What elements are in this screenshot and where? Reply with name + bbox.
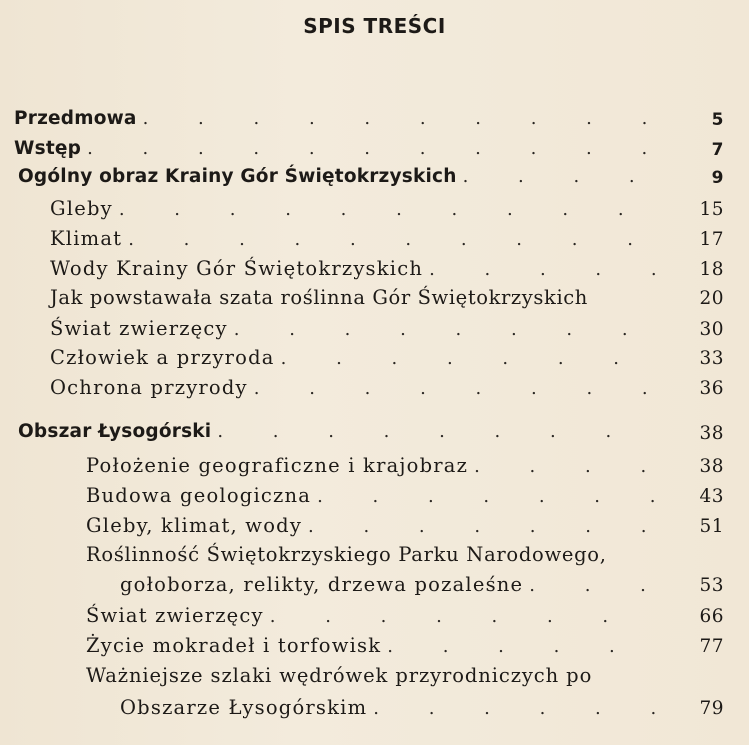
toc-entry [50, 346, 659, 376]
toc-entry [18, 421, 659, 451]
toc-entry-page: 17 [699, 229, 724, 250]
toc-entry-page: 30 [699, 319, 724, 340]
toc-entry-page: 79 [699, 698, 724, 719]
toc-entry-title: Ważniejsze szlaki wędrówek przyrodniczych po [86, 664, 593, 687]
dot-leader [474, 456, 659, 477]
toc-entry [120, 573, 659, 603]
toc-entry-page: 53 [699, 575, 724, 596]
toc-entry-title: Gleby [50, 197, 113, 220]
dot-leader [270, 606, 659, 627]
toc-entry-title: Położenie geograficzne i krajobraz [86, 454, 469, 477]
toc-entry-page: 38 [699, 456, 724, 477]
toc-entry-title: Życie mokradeł i torfowisk [86, 634, 382, 657]
toc-entry-title: Klimat [50, 227, 123, 250]
toc-entry-page: 33 [699, 348, 724, 369]
toc-entry-title: Obszarze Łysogórskim [120, 696, 368, 719]
toc-entry [50, 227, 659, 257]
toc-entry [50, 197, 659, 227]
toc-entry [86, 604, 659, 634]
toc-entry-title: Ochrona przyrody [50, 376, 248, 399]
toc-entry [18, 166, 659, 196]
toc-entry [86, 514, 659, 544]
toc-entry-page: 66 [699, 606, 724, 627]
dot-leader [119, 199, 659, 220]
toc-entry [14, 108, 659, 138]
dot-leader [234, 319, 659, 340]
toc-entry [50, 317, 659, 347]
toc-entry-title: Gleby, klimat, wody [86, 514, 303, 537]
toc-entry-title: Świat zwierzęcy [50, 317, 228, 340]
toc-entry [86, 664, 669, 694]
toc-entry [86, 543, 679, 573]
toc-entry-page: 36 [699, 378, 724, 399]
toc-entry-title: Budowa geologiczna [86, 484, 312, 507]
dot-leader [308, 516, 659, 537]
dot-leader [529, 575, 659, 596]
toc-entry [50, 376, 659, 406]
toc-entry-page: 51 [699, 516, 724, 537]
toc-entry-title: gołoborza, relikty, drzewa pozaleśne [120, 573, 524, 596]
toc-entry-page: 15 [699, 199, 724, 220]
dot-leader [143, 108, 659, 129]
toc-entry [120, 696, 659, 726]
toc-entry [50, 257, 659, 287]
toc-entry-title: Wody Krainy Gór Świętokrzyskich [50, 257, 424, 280]
toc-entry-page: 43 [699, 486, 724, 507]
dot-leader [254, 378, 659, 399]
toc-entry-title: Obszar Łysogórski [18, 421, 212, 442]
toc-entry-page: 9 [711, 168, 724, 188]
toc-entry-title: Ogólny obraz Krainy Gór Świętokrzyskich [18, 166, 457, 187]
dot-leader [373, 698, 659, 719]
toc-entry [14, 138, 659, 168]
toc-entry [86, 454, 659, 484]
toc-entry-title: Świat zwierzęcy [86, 604, 264, 627]
toc-entry-title: Człowiek a przyroda [50, 346, 275, 369]
dot-leader [463, 166, 659, 187]
toc-entry-page: 77 [699, 636, 724, 657]
toc-entry-page: 38 [699, 423, 724, 444]
toc-entry-page: 5 [711, 110, 724, 130]
toc-entry-page: 7 [711, 140, 724, 160]
toc-entry [86, 484, 659, 514]
toc-entry-page: 18 [699, 259, 724, 280]
dot-leader [429, 259, 659, 280]
dot-leader [217, 421, 659, 442]
toc-entry-title: Roślinność Świętokrzyskiego Parku Narodowego, [86, 543, 607, 566]
page-title: SPIS TREŚCI [303, 14, 446, 38]
dot-leader [387, 636, 659, 657]
toc-entry-title: Jak powstawała szata roślinna Gór Świętokrzyskich [50, 286, 588, 309]
dot-leader [87, 138, 659, 159]
toc-entry-title: Wstęp [14, 138, 82, 159]
dot-leader [128, 229, 659, 250]
dot-leader [281, 348, 659, 369]
toc-entry [50, 286, 659, 316]
dot-leader [317, 486, 659, 507]
toc-entry-page: 20 [699, 288, 724, 309]
toc-entry [86, 634, 659, 664]
toc-entry-title: Przedmowa [14, 108, 137, 129]
